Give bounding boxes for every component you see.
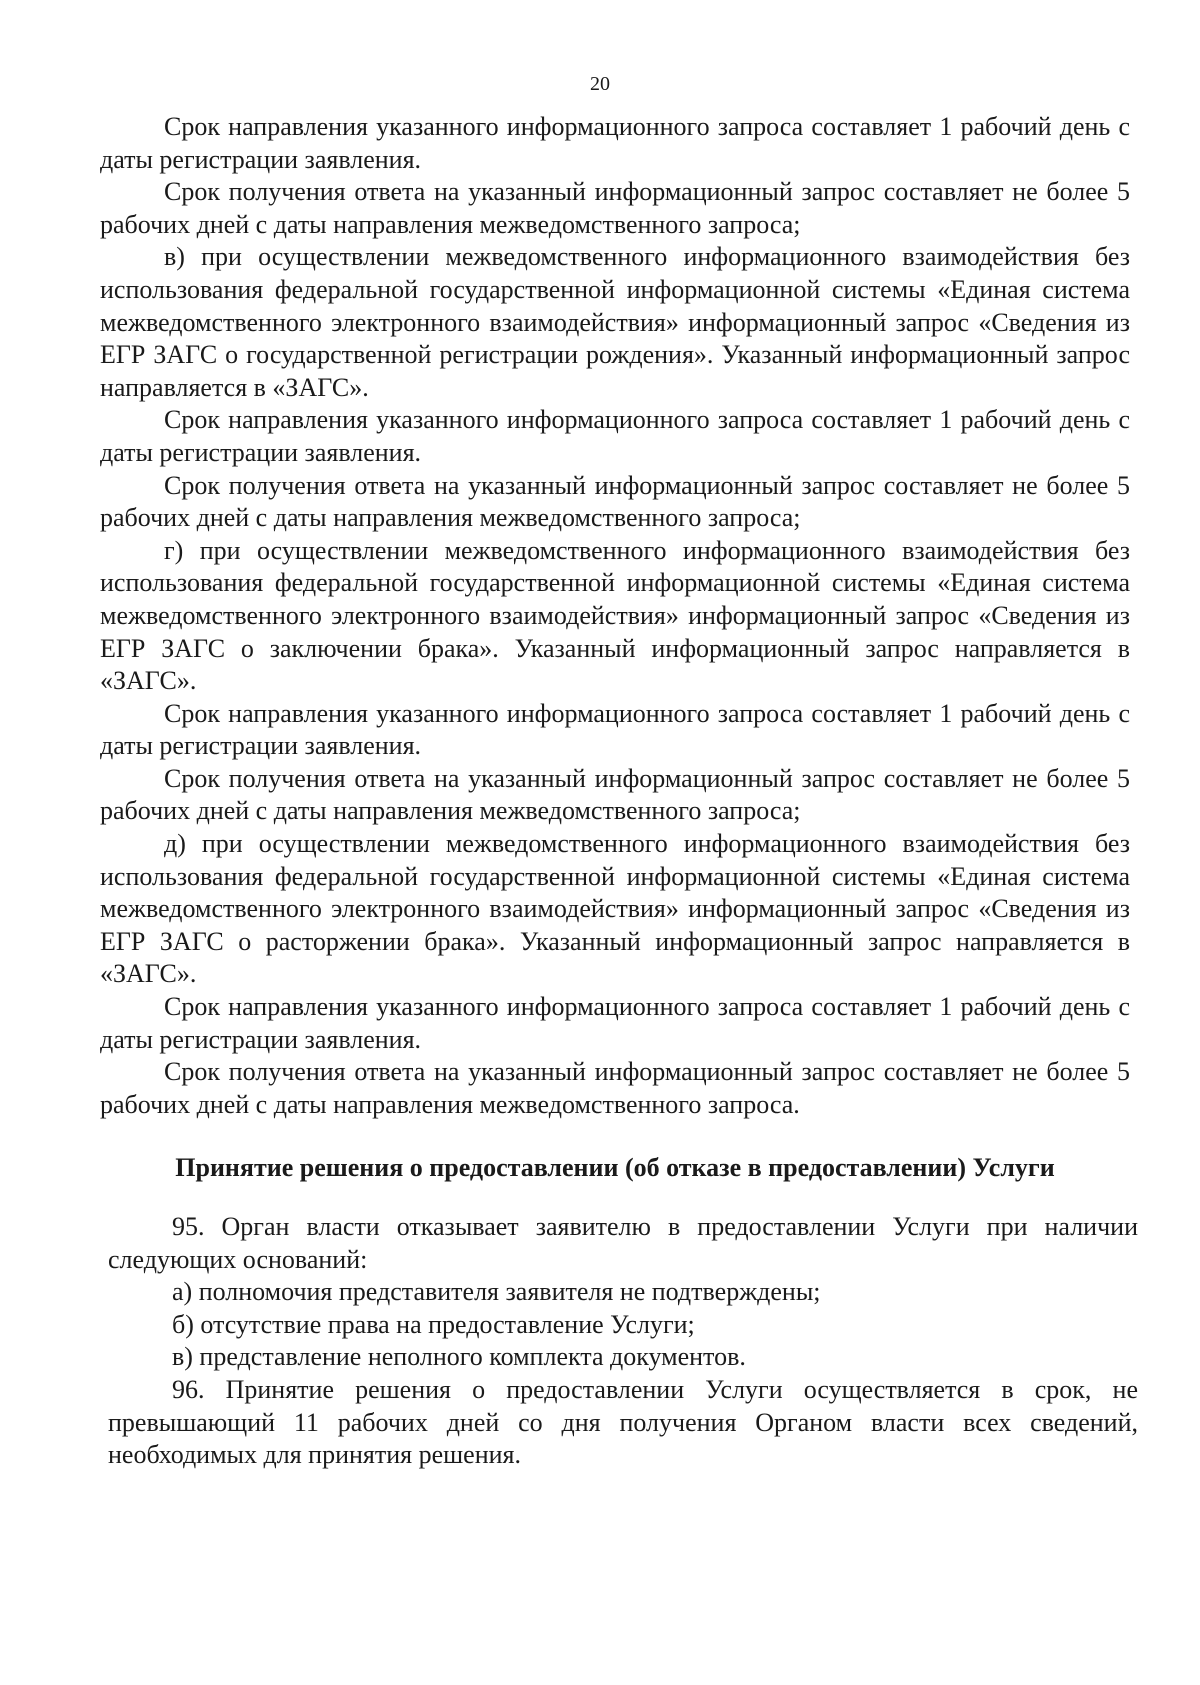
paragraph: 95. Орган власти отказывает заявителю в предоставлении Услуги при наличии следующих оснований: — [108, 1212, 1138, 1274]
body-text-section-2 — [108, 1211, 1138, 1472]
paragraph: 96. Принятие решения о предоставлении Услуги осуществляется в срок, не превышающий 11 рабочих дней со дня получения Органом власти всех сведений, необходимых для принятия решения. — [108, 1374, 1138, 1470]
paragraph: Срок направления указанного информационного запроса составляет 1 рабочий день с даты регистрации заявления. — [100, 992, 1130, 1054]
section-heading: Принятие решения о предоставлении (об отказе в предоставлении) Услуги — [175, 1153, 1055, 1182]
paragraph: Срок получения ответа на указанный информационный запрос составляет не более 5 рабочих дней с даты направления межведомственного запроса; — [100, 763, 1130, 826]
paragraph: д) при осуществлении межведомственного информационного взаимодействия без использования федеральной государственной информационной системы «Единая система межведомственного электронного взаимодействия» информационный запрос «Сведения из ЕГР ЗАГС о расторжении брака». Указанный информационный запрос направляется в «ЗАГС». — [100, 829, 1130, 989]
paragraph: Срок направления указанного информационного запроса составляет 1 рабочий день с даты регистрации заявления. — [100, 405, 1130, 467]
paragraph: г) при осуществлении межведомственного информационного взаимодействия без использования федеральной государственной информационной системы «Единая система межведомственного электронного взаимодействия» информационный запрос «Сведения из ЕГР ЗАГС о заключении брака». Указанный информационный запрос направляется в «ЗАГС». — [100, 535, 1130, 696]
paragraph: б) отсутствие права на предоставление Услуги; — [172, 1309, 695, 1339]
paragraph: Срок направления указанного информационного запроса составляет 1 рабочий день с даты регистрации заявления. — [100, 698, 1130, 761]
paragraph: в) при осуществлении межведомственного информационного взаимодействия без использования федеральной государственной информационной системы «Единая система межведомственного электронного взаимодействия» информационный запрос «Сведения из ЕГР ЗАГС о государственной регистрации рождения». Указанный информационный запрос направляется в «ЗАГС». — [100, 242, 1130, 402]
paragraph: Срок получения ответа на указанный информационный запрос составляет не более 5 рабочих дней с даты направления межведомственного запроса; — [100, 470, 1130, 533]
paragraph: Срок получения ответа на указанный информационный запрос составляет не более 5 рабочих дней с даты направления межведомственного запроса; — [100, 177, 1130, 239]
paragraph: а) полномочия представителя заявителя не подтверждены; — [172, 1277, 821, 1307]
body-text-section-1 — [100, 111, 1130, 1121]
page-number: 20 — [590, 73, 610, 95]
paragraph: в) представление неполного комплекта документов. — [172, 1342, 746, 1372]
paragraph: Срок направления указанного информационного запроса составляет 1 рабочий день с даты регистрации заявления. — [100, 112, 1130, 174]
paragraph: Срок получения ответа на указанный информационный запрос составляет не более 5 рабочих дней с даты направления межведомственного запроса. — [100, 1057, 1130, 1119]
